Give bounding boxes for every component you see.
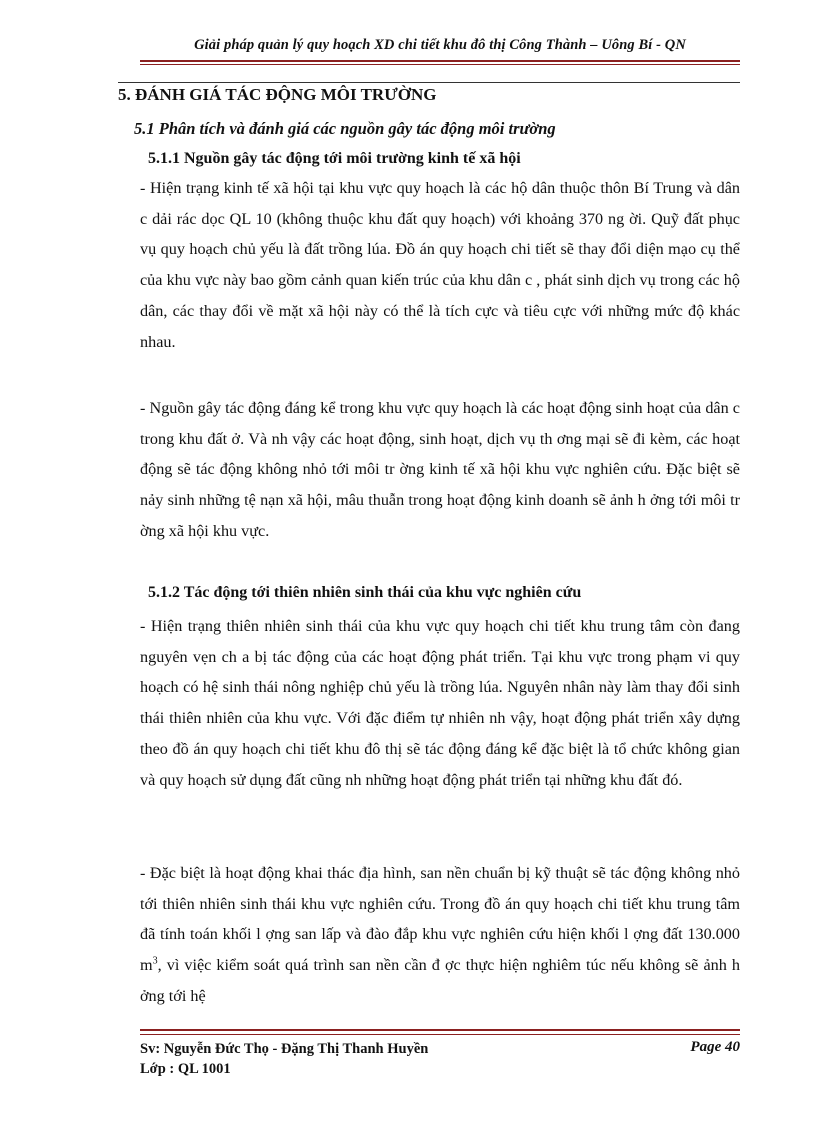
superscript: 3	[152, 955, 158, 967]
subsection-5-1-2-heading: 5.1.2 Tác động tới thiên nhiên sinh thái của khu vực nghiên cứu	[148, 584, 582, 601]
footer-class: Lớp : QL 1001	[140, 1061, 231, 1077]
paragraph-5-1-1-a: - Hiện trạng kinh tế xã hội tại khu vực quy hoạch là các hộ dân thuộc thôn Bí Trung và dân c dải rác dọc QL 10 (không thuộc khu đất quy hoạch) với khoảng 370 ng ời. Quỹ đất phục vụ quy hoạch chủ yếu là đất trồng lúa. Đồ án quy hoạch chi tiết sẽ thay đổi diện mạo cụ thể của khu vực này bao gồm cảnh quan kiến trúc của khu dân c , phát sinh dịch vụ trong các hộ dân, các thay đổi về mặt xã hội này có thể là tích cực và tiêu cực với những mức độ khác nhau.	[140, 179, 740, 351]
header-rule-thin	[140, 64, 740, 65]
footer-author-block	[140, 1039, 428, 1079]
paragraph-5-1-2-b	[140, 858, 740, 1012]
footer-rule-thin	[140, 1034, 740, 1035]
paragraph-5-1-2-a: - Hiện trạng thiên nhiên sinh thái của khu vực quy hoạch chi tiết khu trung tâm còn đang nguyên vẹn ch a bị tác động của các hoạt động phát triển. Tại khu vực trong phạm vi quy hoạch có hệ sinh thái nông nghiệp chủ yếu là trồng lúa. Nguyên nhân này làm thay đổi sinh thái thiên nhiên của khu vực. Với đặc điểm tự nhiên nh vậy, hoạt động phát triển xây dựng theo đồ án quy hoạch chi tiết khu đô thị sẽ tác động đáng kể đặc biệt là tổ chức không gian và quy hoạch sử dụng đất cũng nh những hoạt động phát triển tại những khu đất đó.	[140, 617, 740, 789]
paragraph-5-1-1-b: - Nguồn gây tác động đáng kể trong khu vực quy hoạch là các hoạt động sinh hoạt của dân c trong khu đất ở. Và nh vậy các hoạt động, sinh hoạt, dịch vụ th ơng mại sẽ đi kèm, các hoạt động sẽ tác động không nhỏ tới môi tr ờng kinh tế xã hội khu vực nghiên cứu. Đặc biệt sẽ nảy sinh những tệ nạn xã hội, mâu thuẫn trong hoạt động kinh doanh sẽ ảnh h ởng tới môi tr ờng xã hội khu vực.	[140, 399, 740, 540]
section-rule	[118, 82, 740, 83]
paragraph-text-cont: , vì việc kiểm soát quá trình san nền cần đ ợc thực hiện nghiêm túc nếu không sẽ ảnh h ởng tới hệ	[140, 956, 740, 1005]
page-number: Page 40	[690, 1039, 740, 1055]
subsection-5-1-1-heading: 5.1.1 Nguồn gây tác động tới môi trường kinh tế xã hội	[148, 150, 521, 167]
section-heading: 5. ĐÁNH GIÁ TÁC ĐỘNG MÔI TRƯỜNG	[118, 85, 437, 104]
page-header-title: Giải pháp quản lý quy hoạch XD chi tiết khu đô thị Công Thành – Uông Bí - QN	[194, 37, 686, 53]
footer-author: Sv: Nguyễn Đức Thọ - Đặng Thị Thanh Huyền	[140, 1041, 429, 1057]
header-rule	[140, 60, 740, 62]
footer-rule	[140, 1029, 740, 1031]
paragraph-text: - Đặc biệt là hoạt động khai thác địa hình, san nền chuẩn bị kỹ thuật sẽ tác động không nhỏ tới thiên nhiên sinh thái khu vực nghiên cứu. Trong đồ án quy hoạch chi tiết khu trung tâm đã tính toán khối l ợng san lấp và đào đắp khu vực nghiên cứu hiện khối l ợng đất 130.000 m	[140, 864, 740, 975]
subsection-heading: 5.1 Phân tích và đánh giá các nguồn gây tác động môi trường	[134, 119, 556, 138]
